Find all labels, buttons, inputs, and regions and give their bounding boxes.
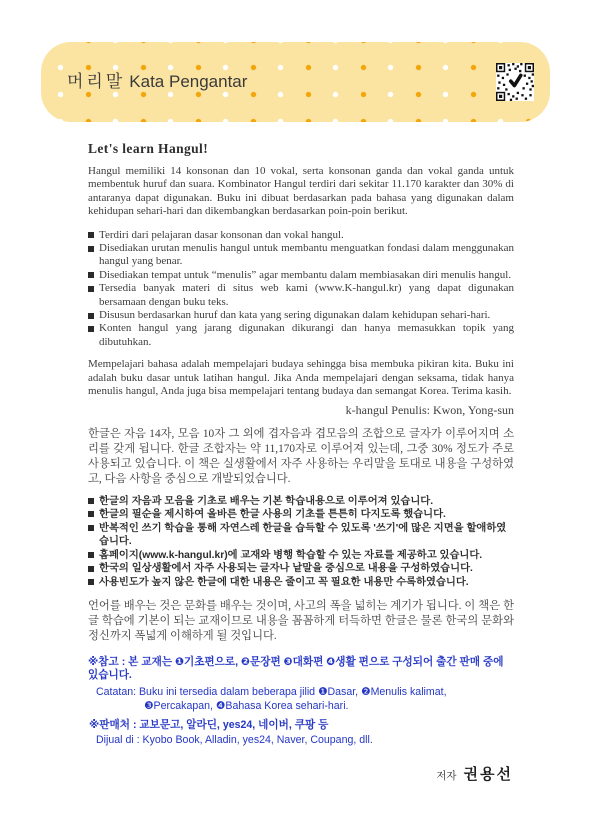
list-item (88, 508, 514, 522)
qr-code-icon (496, 63, 534, 101)
list-item (88, 229, 514, 242)
section-heading: Let's learn Hangul! (88, 141, 209, 156)
list-item-text: Disediakan urutan menulis hangul untuk membantu menguatkan fondasi dalam menggunakan hangul yang benar. (99, 242, 514, 268)
author-signature-name: 권용선 (463, 767, 513, 783)
content-column (88, 141, 514, 747)
page-title-korean: 머리말 (67, 72, 126, 91)
closing-paragraph-korean: 언어를 배우는 것은 문화를 배우는 것이며, 사고의 폭을 넓히는 계기가 됩니다. 이 책은 한글 학습에 기본이 되는 교재이므로 내용을 꼼꼼하게 터득하면 한글은 물론 한국의 문화와 정신까지 폭넓게 이해하게 될 것입니다. (88, 599, 514, 642)
list-item-text: 반복적인 쓰기 학습을 통해 자연스레 한글을 습득할 수 있도록 '쓰기'에 많은 지면을 할애하였습니다. (99, 522, 507, 548)
list-item (88, 269, 514, 282)
list-item-text: 사용빈도가 높지 않은 한글에 대한 내용은 줄이고 꼭 필요한 내용만 수록하였습니다. (99, 577, 469, 589)
square-bullet-icon (88, 232, 94, 238)
note-reference-indonesian-line1: Catatan: Buku ini tersedia dalam beberapa jilid ❶Dasar, ❷Menulis kalimat, (96, 686, 447, 699)
square-bullet-icon (88, 246, 94, 252)
square-bullet-icon (88, 579, 94, 585)
list-item-text: 한글의 자음과 모음을 기초로 배우는 기본 학습내용으로 이루어져 있습니다. (99, 495, 434, 507)
closing-paragraph-indonesian: Mempelajari bahasa adalah mempelajari budaya sehingga bisa membuka pikiran kita. Buku ini adalah buku dasar untuk latihan hangul. Jika Anda mempelajari dengan seksama, tidak hanya menulis hangul, Anda juga bisa mempelajari tentang budaya dan semangat Korea. Terima kasih. (88, 358, 514, 398)
list-item (88, 309, 514, 322)
list-item (88, 522, 514, 549)
list-item-text: 한글의 필순을 제시하여 올바른 한글 사용의 기초를 튼튼히 다지도록 했습니다. (99, 509, 446, 521)
note-sellers-korean: ※판매처 : 교보문고, 알라딘, yes24, 네이버, 쿠팡 등 (89, 718, 329, 731)
list-item-text: Konten hangul yang jarang digunakan dikurangi dan hanya memasukkan topik yang dibutuhkan. (99, 322, 514, 348)
feature-list-korean (88, 495, 514, 590)
page-title-indonesian: Kata Pengantar (129, 72, 248, 91)
header-banner (41, 42, 550, 122)
list-item (88, 495, 514, 509)
square-bullet-icon (88, 552, 94, 558)
author-signature-label: 저자 (436, 771, 457, 782)
list-item-text: Disediakan tempat untuk “menulis” agar membantu dalam membiasakan diri menulis hangul. (99, 268, 512, 281)
page-title (67, 67, 247, 92)
square-bullet-icon (88, 511, 94, 517)
list-item-text: Terdiri dari pelajaran dasar konsonan dan vokal hangul. (99, 228, 344, 241)
intro-paragraph-korean: 한글은 자음 14자, 모음 10자 그 외에 겹자음과 겹모음의 조합으로 글자가 이루어지며 소리를 갖게 됩니다. 한글 조합자는 약 11,170자로 이루어져 있는데, 그중 30% 정도가 주로 사용되고 있습니다. 이 책은 실생활에서 자주 사용하는 우리말을 토대로 내용을 구성하였고, 다음 사항을 중심으로 개발되었습니다. (88, 427, 514, 485)
square-bullet-icon (88, 286, 94, 292)
list-item (88, 322, 514, 349)
list-item (88, 576, 514, 590)
note-reference-korean: ※참고 : 본 교재는 ❶기초편으로, ❷문장편 ❸대화편 ❹생활 편으로 구성되어 출간 판매 중에 있습니다. (88, 655, 504, 682)
author-line: k-hangul Penulis: Kwon, Yong-sun (345, 402, 514, 417)
author-signature (436, 763, 513, 784)
square-bullet-icon (88, 498, 94, 504)
list-item-text: Disusun berdasarkan huruf dan kata yang sering digunakan dalam kehidupan sehari-hari. (99, 309, 491, 322)
list-item (88, 282, 514, 309)
list-item-text: 한국의 일상생활에서 자주 사용되는 글자나 낱말을 중심으로 내용을 구성하였습니다. (99, 563, 473, 575)
intro-paragraph-indonesian: Hangul memiliki 14 konsonan dan 10 vokal, serta konsonan ganda dan vokal ganda untuk membentuk huruf dan suara. Kombinator Hangul terdiri dari sekitar 11.170 karakter dan 30% di antaranya dapat digunakan. Buku ini dibuat berdasarkan pada bahasa yang digunakan dalam kehidupan sehari-hari dan dikembangkan berdasarkan poin-poin berikut. (88, 165, 514, 218)
square-bullet-icon (88, 326, 94, 332)
note-sellers-indonesian: Dijual di : Kyobo Book, Alladin, yes24, Naver, Coupang, dll. (96, 733, 373, 746)
list-item-text: 홈페이지(www.k-hangul.kr)에 교재와 병행 학습할 수 있는 자료를 제공하고 있습니다. (99, 549, 483, 561)
list-item (88, 549, 514, 563)
feature-list-indonesian (88, 229, 514, 350)
list-item-text: Tersedia banyak materi di situs web kami (www.K-hangul.kr) yang dapat digunakan bersamaan dengan buku teks. (99, 282, 514, 308)
notes-block (88, 656, 514, 748)
note-reference-indonesian-line2: ❸Percakapan, ❹Bahasa Korea sehari-hari. (144, 700, 349, 713)
qr-code (496, 63, 534, 101)
square-bullet-icon (88, 525, 94, 531)
square-bullet-icon (88, 566, 94, 572)
list-item (88, 242, 514, 269)
list-item (88, 562, 514, 576)
square-bullet-icon (88, 272, 94, 278)
square-bullet-icon (88, 313, 94, 319)
